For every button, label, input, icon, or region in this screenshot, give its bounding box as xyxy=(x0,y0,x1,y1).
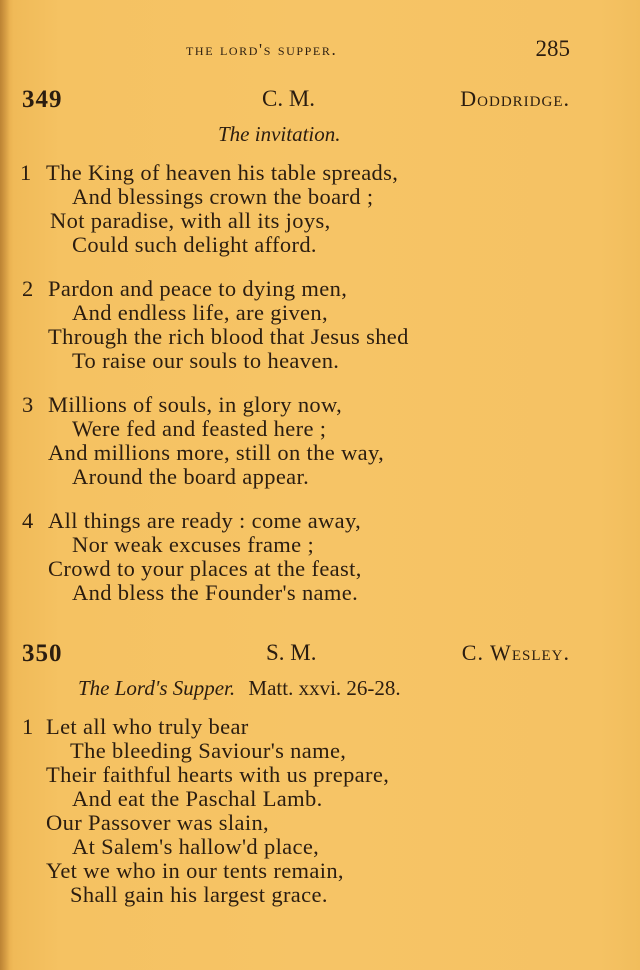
verse-line: Nor weak excuses frame ; xyxy=(72,532,315,557)
hymn-349-heading xyxy=(0,86,640,116)
hymn-subtitle-text: The Lord's Supper. xyxy=(78,676,236,700)
hymn-meter: S. M. xyxy=(266,640,317,665)
verse-line: And bless the Founder's name. xyxy=(72,580,359,605)
verse-line: Pardon and peace to dying men, xyxy=(48,276,348,301)
verse-number: 4 xyxy=(22,508,34,533)
verse-line: And blessings crown the board ; xyxy=(72,184,374,209)
verse-line: Let all who truly bear xyxy=(46,714,249,739)
verse-line: Were fed and feasted here ; xyxy=(72,416,327,441)
hymn-subtitle-text: The invitation. xyxy=(218,122,341,146)
verse-number: 2 xyxy=(22,276,34,301)
hymn-author: C. Wesley. xyxy=(461,640,570,665)
verse-line: At Salem's hallow'd place, xyxy=(72,834,320,859)
verse-line: Our Passover was slain, xyxy=(46,810,270,835)
verse-line: The bleeding Saviour's name, xyxy=(70,738,347,763)
verse-number: 1 xyxy=(20,160,32,185)
verse-line: And millions more, still on the way, xyxy=(48,440,385,465)
running-head: the lord's supper. xyxy=(186,40,338,59)
hymn-number: 349 xyxy=(22,86,63,113)
verse-line: All things are ready : come away, xyxy=(48,508,362,533)
verse-line: Shall gain his largest grace. xyxy=(70,882,328,907)
verse-line: The King of heaven his table spreads, xyxy=(46,160,399,185)
hymn-350-heading xyxy=(0,640,640,670)
hymn-subtitle xyxy=(218,122,640,147)
verse-line: Crowd to your places at the feast, xyxy=(48,556,362,581)
hymn-meter: C. M. xyxy=(262,86,316,111)
verse-line: Millions of souls, in glory now, xyxy=(48,392,343,417)
hymn-author: Doddridge. xyxy=(460,86,570,111)
verse-line: To raise our souls to heaven. xyxy=(72,348,340,373)
scripture-reference: Matt. xxvi. 26-28. xyxy=(248,676,401,700)
verse-line: Around the board appear. xyxy=(72,464,310,489)
hymn-subtitle xyxy=(78,676,640,701)
page-edge-shadow xyxy=(0,0,10,970)
verse-number: 3 xyxy=(22,392,34,417)
verse-line: Could such delight afford. xyxy=(72,232,317,257)
verse-line: Their faithful hearts with us prepare, xyxy=(46,762,390,787)
verse-line: Through the rich blood that Jesus shed xyxy=(48,324,409,349)
verse-number: 1 xyxy=(22,714,34,739)
verse-line: And endless life, are given, xyxy=(72,300,328,325)
page-header xyxy=(0,36,640,66)
verse-line: Yet we who in our tents remain, xyxy=(46,858,344,883)
verse-line: Not paradise, with all its joys, xyxy=(50,208,331,233)
hymn-number: 350 xyxy=(22,640,63,667)
verse-line: And eat the Paschal Lamb. xyxy=(72,786,323,811)
page-number: 285 xyxy=(535,36,570,61)
